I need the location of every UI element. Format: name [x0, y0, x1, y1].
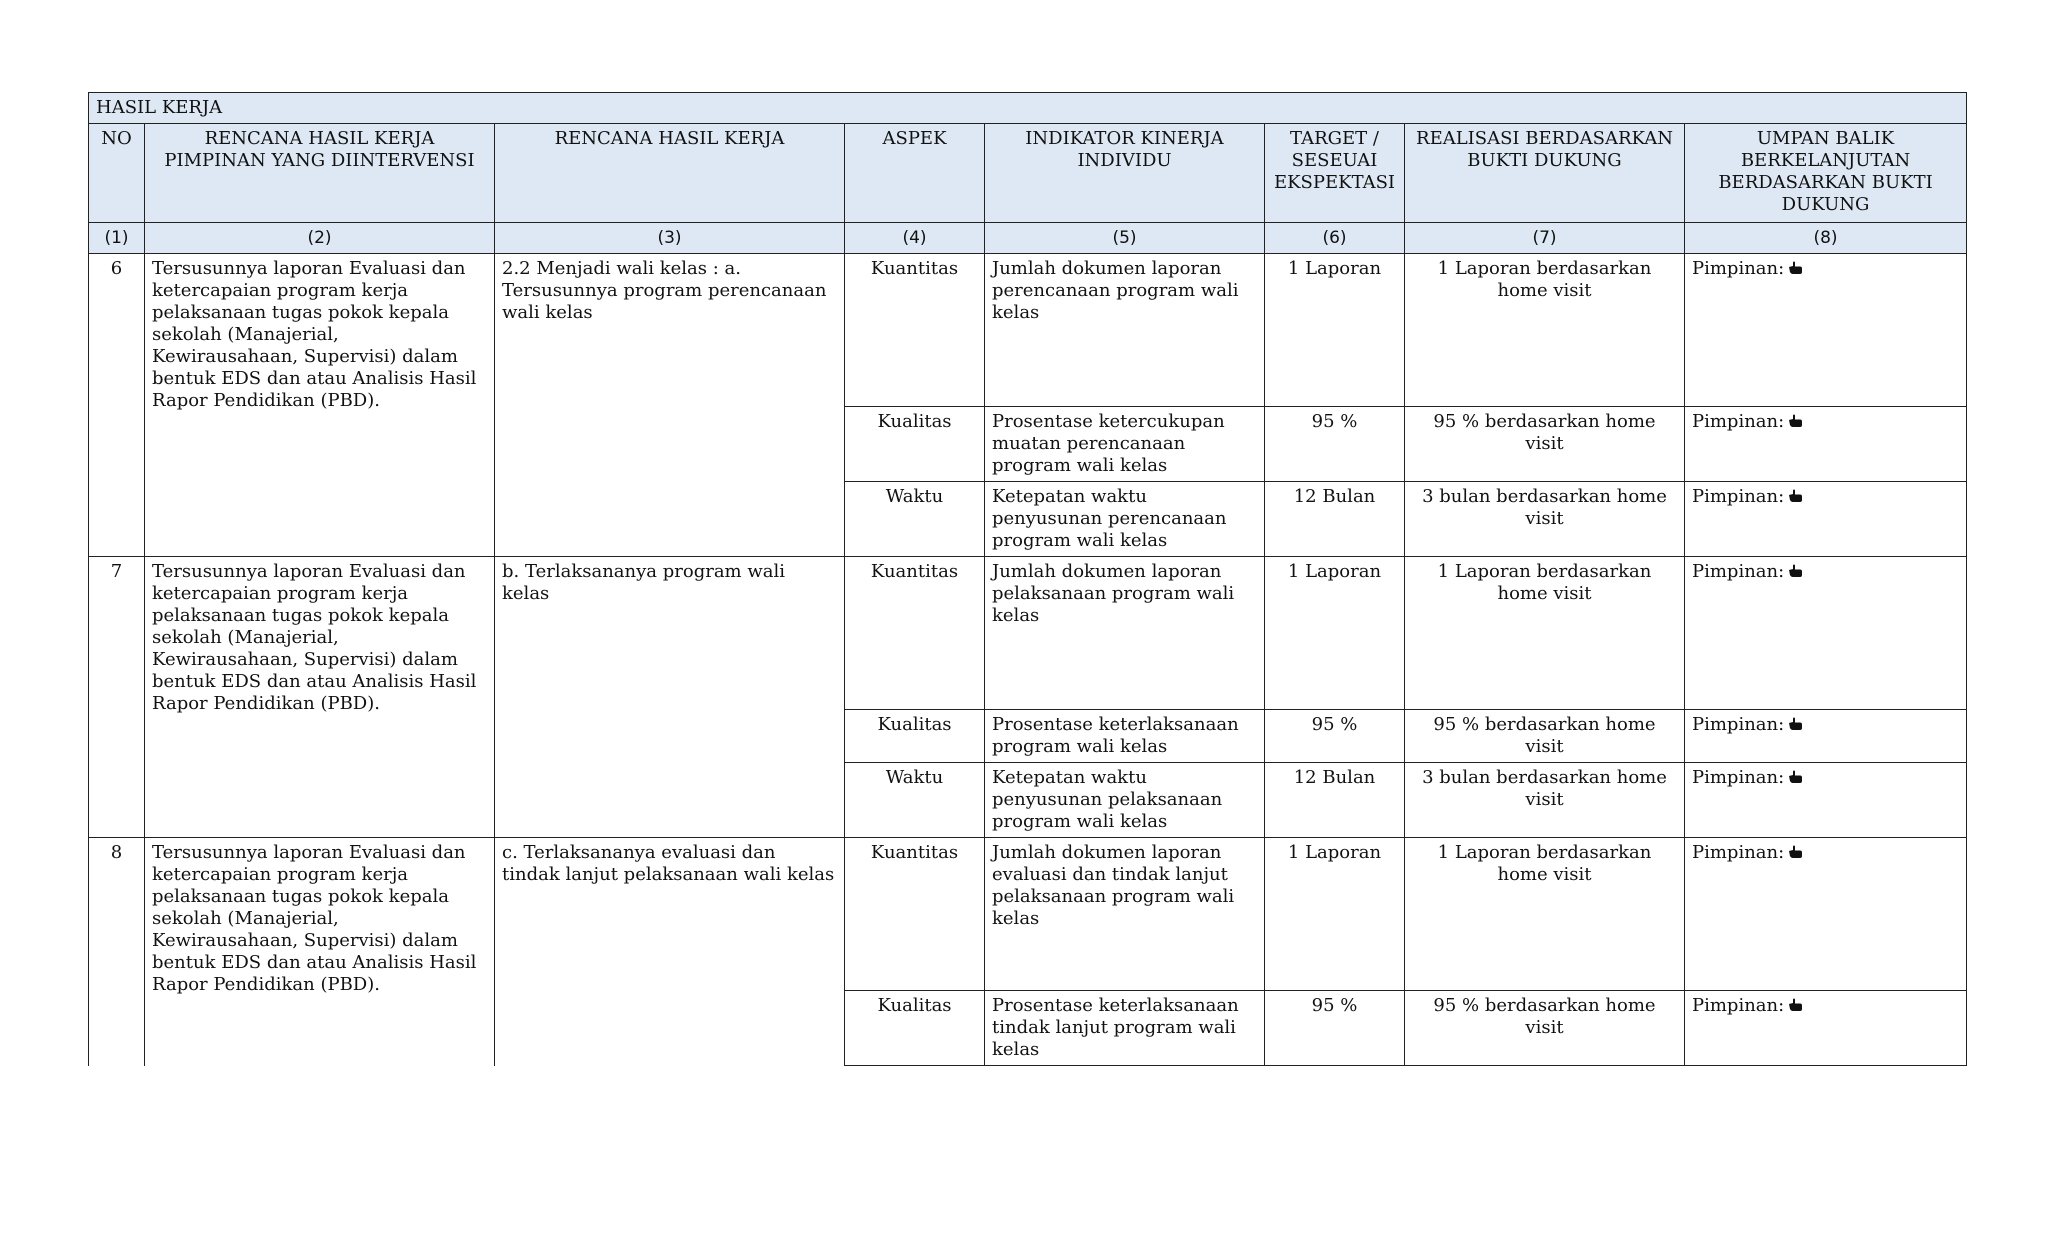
umpan-balik-cell: [1685, 838, 1967, 991]
rencana-pimpinan-cell: Tersusunnya laporan Evaluasi dan ketercapaian program kerja pelaksanaan tugas pokok kepala sekolah (Manajerial, Kewirausahaan, Supervisi) dalam bentuk EDS dan atau Analisis Hasil Rapor Pendidikan (PBD).: [145, 254, 495, 557]
target-cell: 1 Laporan: [1265, 838, 1405, 991]
table-row: [89, 254, 1967, 407]
target-cell: 1 Laporan: [1265, 254, 1405, 407]
row-number: 7: [89, 557, 145, 838]
rencana-pimpinan-cell: Tersusunnya laporan Evaluasi dan ketercapaian program kerja pelaksanaan tugas pokok kepala sekolah (Manajerial, Kewirausahaan, Supervisi) dalam bentuk EDS dan atau Analisis Hasil Rapor Pendidikan (PBD).: [145, 557, 495, 838]
col-number: (5): [985, 223, 1265, 254]
feedback-label: Pimpinan:: [1692, 258, 1785, 279]
indikator-cell: Prosentase ketercukupan muatan perencanaan program wali kelas: [985, 407, 1265, 482]
col-number: (6): [1265, 223, 1405, 254]
target-cell: 95 %: [1265, 710, 1405, 763]
pointing-hand-icon: [1788, 768, 1803, 782]
aspek-cell: Kuantitas: [845, 254, 985, 407]
feedback-label: Pimpinan:: [1692, 842, 1785, 863]
target-cell: 1 Laporan: [1265, 557, 1405, 710]
pointing-hand-icon: [1788, 562, 1803, 576]
header-indikator: INDIKATOR KINERJA INDIVIDU: [985, 124, 1265, 223]
col-number: (3): [495, 223, 845, 254]
column-header-row: [89, 124, 1967, 223]
row-number: 8: [89, 838, 145, 1066]
indikator-cell: Prosentase keterlaksanaan tindak lanjut program wali kelas: [985, 991, 1265, 1066]
realisasi-cell: 3 bulan berdasarkan home visit: [1405, 482, 1685, 557]
pointing-hand-icon: [1788, 715, 1803, 729]
aspek-cell: Kualitas: [845, 407, 985, 482]
indikator-cell: Prosentase keterlaksanaan program wali kelas: [985, 710, 1265, 763]
feedback-label: Pimpinan:: [1692, 486, 1785, 507]
pointing-hand-icon: [1788, 843, 1803, 857]
umpan-balik-cell: [1685, 254, 1967, 407]
target-cell: 12 Bulan: [1265, 482, 1405, 557]
realisasi-cell: 1 Laporan berdasarkan home visit: [1405, 838, 1685, 991]
rencana-hasil-kerja-cell: b. Terlaksananya program wali kelas: [495, 557, 845, 838]
section-title-row: [89, 93, 1967, 124]
umpan-balik-cell: [1685, 710, 1967, 763]
umpan-balik-cell: [1685, 763, 1967, 838]
realisasi-cell: 3 bulan berdasarkan home visit: [1405, 763, 1685, 838]
column-number-row: [89, 223, 1967, 254]
header-no: NO: [89, 124, 145, 223]
header-aspek: ASPEK: [845, 124, 985, 223]
table-row: [89, 838, 1967, 991]
pointing-hand-icon: [1788, 412, 1803, 426]
row-number: 6: [89, 254, 145, 557]
realisasi-cell: 95 % berdasarkan home visit: [1405, 710, 1685, 763]
aspek-cell: Kualitas: [845, 991, 985, 1066]
realisasi-cell: 1 Laporan berdasarkan home visit: [1405, 557, 1685, 710]
pointing-hand-icon: [1788, 996, 1803, 1010]
feedback-label: Pimpinan:: [1692, 411, 1785, 432]
umpan-balik-cell: [1685, 991, 1967, 1066]
hasil-kerja-table: [88, 92, 1967, 1066]
indikator-cell: Ketepatan waktu penyusunan pelaksanaan program wali kelas: [985, 763, 1265, 838]
header-rencana-hasil-kerja: RENCANA HASIL KERJA: [495, 124, 845, 223]
col-number: (2): [145, 223, 495, 254]
pointing-hand-icon: [1788, 487, 1803, 501]
aspek-cell: Waktu: [845, 763, 985, 838]
feedback-label: Pimpinan:: [1692, 714, 1785, 735]
header-umpan-balik: UMPAN BALIK BERKELANJUTAN BERDASARKAN BUKTI DUKUNG: [1685, 124, 1967, 223]
header-realisasi: REALISASI BERDASARKAN BUKTI DUKUNG: [1405, 124, 1685, 223]
feedback-label: Pimpinan:: [1692, 561, 1785, 582]
indikator-cell: Jumlah dokumen laporan pelaksanaan program wali kelas: [985, 557, 1265, 710]
header-target: TARGET / SESEUAI EKSPEKTASI: [1265, 124, 1405, 223]
aspek-cell: Kuantitas: [845, 557, 985, 710]
realisasi-cell: 95 % berdasarkan home visit: [1405, 991, 1685, 1066]
target-cell: 95 %: [1265, 407, 1405, 482]
umpan-balik-cell: [1685, 407, 1967, 482]
col-number: (8): [1685, 223, 1967, 254]
col-number: (4): [845, 223, 985, 254]
pointing-hand-icon: [1788, 259, 1803, 273]
header-rencana-pimpinan: RENCANA HASIL KERJA PIMPINAN YANG DIINTERVENSI: [145, 124, 495, 223]
realisasi-cell: 95 % berdasarkan home visit: [1405, 407, 1685, 482]
col-number: (1): [89, 223, 145, 254]
table-row: [89, 557, 1967, 710]
aspek-cell: Kualitas: [845, 710, 985, 763]
feedback-label: Pimpinan:: [1692, 767, 1785, 788]
aspek-cell: Kuantitas: [845, 838, 985, 991]
indikator-cell: Jumlah dokumen laporan perencanaan program wali kelas: [985, 254, 1265, 407]
indikator-cell: Jumlah dokumen laporan evaluasi dan tindak lanjut pelaksanaan program wali kelas: [985, 838, 1265, 991]
aspek-cell: Waktu: [845, 482, 985, 557]
rencana-hasil-kerja-cell: c. Terlaksananya evaluasi dan tindak lanjut pelaksanaan wali kelas: [495, 838, 845, 1066]
indikator-cell: Ketepatan waktu penyusunan perencanaan program wali kelas: [985, 482, 1265, 557]
umpan-balik-cell: [1685, 557, 1967, 710]
feedback-label: Pimpinan:: [1692, 995, 1785, 1016]
section-title: HASIL KERJA: [89, 93, 1967, 124]
umpan-balik-cell: [1685, 482, 1967, 557]
rencana-pimpinan-cell: Tersusunnya laporan Evaluasi dan ketercapaian program kerja pelaksanaan tugas pokok kepala sekolah (Manajerial, Kewirausahaan, Supervisi) dalam bentuk EDS dan atau Analisis Hasil Rapor Pendidikan (PBD).: [145, 838, 495, 1066]
target-cell: 12 Bulan: [1265, 763, 1405, 838]
target-cell: 95 %: [1265, 991, 1405, 1066]
rencana-hasil-kerja-cell: 2.2 Menjadi wali kelas : a. Tersusunnya program perencanaan wali kelas: [495, 254, 845, 557]
realisasi-cell: 1 Laporan berdasarkan home visit: [1405, 254, 1685, 407]
col-number: (7): [1405, 223, 1685, 254]
